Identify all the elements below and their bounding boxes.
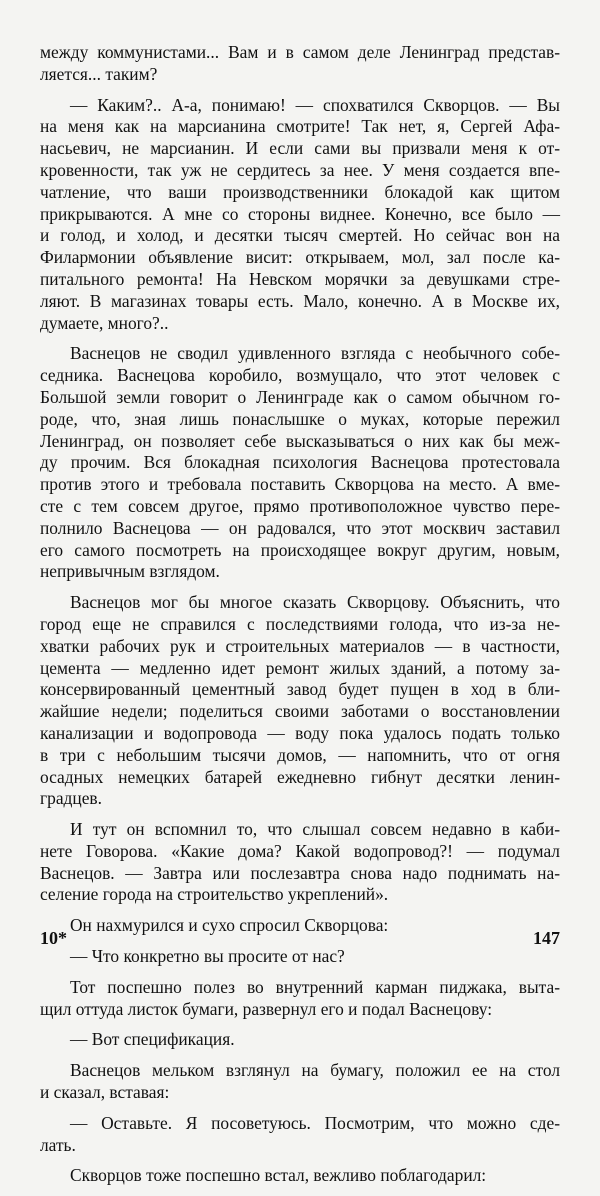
text-line: канализации и водопровода — воду пока удалось подать только bbox=[40, 722, 560, 743]
text-line: ляют. В магазинах товары есть. Мало, конечно. А в Москве их, bbox=[40, 290, 560, 311]
text-line: нете Говорова. «Какие дома? Какой водопровод?! — подумал bbox=[40, 840, 560, 861]
text-line: думаете, много?.. bbox=[40, 312, 169, 333]
text-line: цемента — медленно идет ремонт жилых зданий, а потому за- bbox=[40, 657, 560, 678]
text-line: его самого посмотреть на происходящее вокруг другим, новым, bbox=[40, 539, 560, 560]
text-line: непривычным взглядом. bbox=[40, 561, 220, 582]
text-line: градцев. bbox=[40, 788, 102, 809]
paragraph bbox=[40, 1165, 560, 1187]
text-line: сте с тем совсем другое, прямо противоположное чувство пере- bbox=[40, 495, 560, 516]
text-line: хватки рабочих рук и строительных материалов — в частности, bbox=[40, 635, 560, 656]
text-line: осадных немецких батарей ежедневно гибнут десятки ленин- bbox=[40, 766, 560, 787]
paragraph bbox=[40, 1060, 560, 1104]
text-line: селение города на строительство укреплений». bbox=[40, 884, 389, 905]
text-line: Филармонии объявление висит: открываем, мол, зал после ка- bbox=[40, 247, 560, 268]
text-line: полнило Васнецова — он радовался, что этот москвич заставил bbox=[40, 517, 560, 538]
text-line: и голод, и холод, и десятки тысяч смертей. Но сейчас вон на bbox=[40, 225, 560, 246]
text-line: насьевич, не марсианин. И если сами вы призвали меня к от- bbox=[40, 138, 560, 159]
text-line: ляется... таким? bbox=[40, 63, 158, 84]
paragraph bbox=[40, 1029, 560, 1051]
text-line: чатление, что ваши производственники блокадой как щитом bbox=[40, 181, 560, 202]
text-line: Большой земли говорит о Ленинграде как о самом обычном го- bbox=[40, 386, 560, 407]
text-line: щил оттуда листок бумаги, развернул его и подал Васнецову: bbox=[40, 998, 493, 1019]
paragraph bbox=[40, 592, 560, 810]
paragraph bbox=[40, 1113, 560, 1157]
text-line: Васнецов мог бы многое сказать Скворцову. Объяснить, что bbox=[70, 592, 560, 613]
text-line: седника. Васнецова коробило, возмущало, что этот человек с bbox=[40, 365, 560, 386]
text-line: консервированный цементный завод будет пущен в ход в бли- bbox=[40, 679, 560, 700]
paragraph bbox=[40, 42, 560, 86]
text-line: ду прочим. Вся блокадная психология Васнецова протестовала bbox=[40, 452, 560, 473]
text-line: роде, что, зная лишь понаслышке о муках, которые пережил bbox=[40, 408, 560, 429]
text-line: жайшие недели; поделиться своими заботами о восстановлении bbox=[40, 701, 560, 722]
text-line: Васнецов мельком взглянул на бумагу, положил ее на стол bbox=[70, 1060, 560, 1081]
text-line: — Вот спецификация. bbox=[70, 1029, 235, 1050]
text-line: питального ремонта! На Невском морячки за девушками стре- bbox=[40, 268, 560, 289]
text-line: и сказал, вставая: bbox=[40, 1082, 170, 1103]
page-footer bbox=[40, 928, 560, 952]
text-line: И тут он вспомнил то, что слышал совсем недавно в каби- bbox=[70, 819, 560, 840]
text-line: — Что конкретно вы просите от нас? bbox=[70, 946, 345, 967]
text-line: лать. bbox=[40, 1134, 76, 1155]
text-line: в три с небольшим тысячи домов, — напомнить, что от огня bbox=[40, 744, 560, 765]
text-line: Тот поспешно полез во внутренний карман пиджака, выта- bbox=[70, 976, 560, 997]
paragraph bbox=[40, 977, 560, 1021]
text-line: между коммунистами... Вам и в самом деле Ленинград представ- bbox=[40, 42, 560, 62]
text-line: Васнецов не сводил удивленного взгляда с необычного собе- bbox=[70, 343, 560, 364]
text-line: Васнецов. — Завтра или послезавтра снова надо поднимать на- bbox=[40, 862, 560, 883]
text-line: на меня как на марсианина смотрите! Так нет, я, Сергей Афа- bbox=[40, 116, 560, 137]
text-line: — Оставьте. Я посоветуюсь. Посмотрим, что можно сде- bbox=[70, 1112, 560, 1133]
paragraph bbox=[40, 819, 560, 906]
signature-mark: 10* bbox=[40, 928, 67, 948]
text-line: Скворцов тоже поспешно встал, вежливо поблагодарил: bbox=[70, 1165, 487, 1186]
text-line: Ленинград, он позволяет себе высказываться о них как бы меж- bbox=[40, 430, 560, 451]
text-line: против этого и требовала поставить Скворцова на место. А вме- bbox=[40, 474, 560, 495]
text-line: кровенности, так уж не сердитесь за нее. У меня создается впе- bbox=[40, 159, 560, 180]
body-text bbox=[40, 42, 560, 1196]
paragraph bbox=[40, 343, 560, 583]
text-line: прикрываются. А мне со стороны виднее. Конечно, все было — bbox=[40, 203, 560, 224]
page-number: 147 bbox=[533, 928, 560, 948]
text-line: город еще не справился с последствиями голода, что из-за не- bbox=[40, 613, 560, 634]
text-line: Он нахмурился и сухо спросил Скворцова: bbox=[70, 915, 389, 936]
text-line: — Каким?.. А-а, понимаю! — спохватился Скворцов. — Вы bbox=[70, 94, 560, 115]
paragraph bbox=[40, 95, 560, 335]
